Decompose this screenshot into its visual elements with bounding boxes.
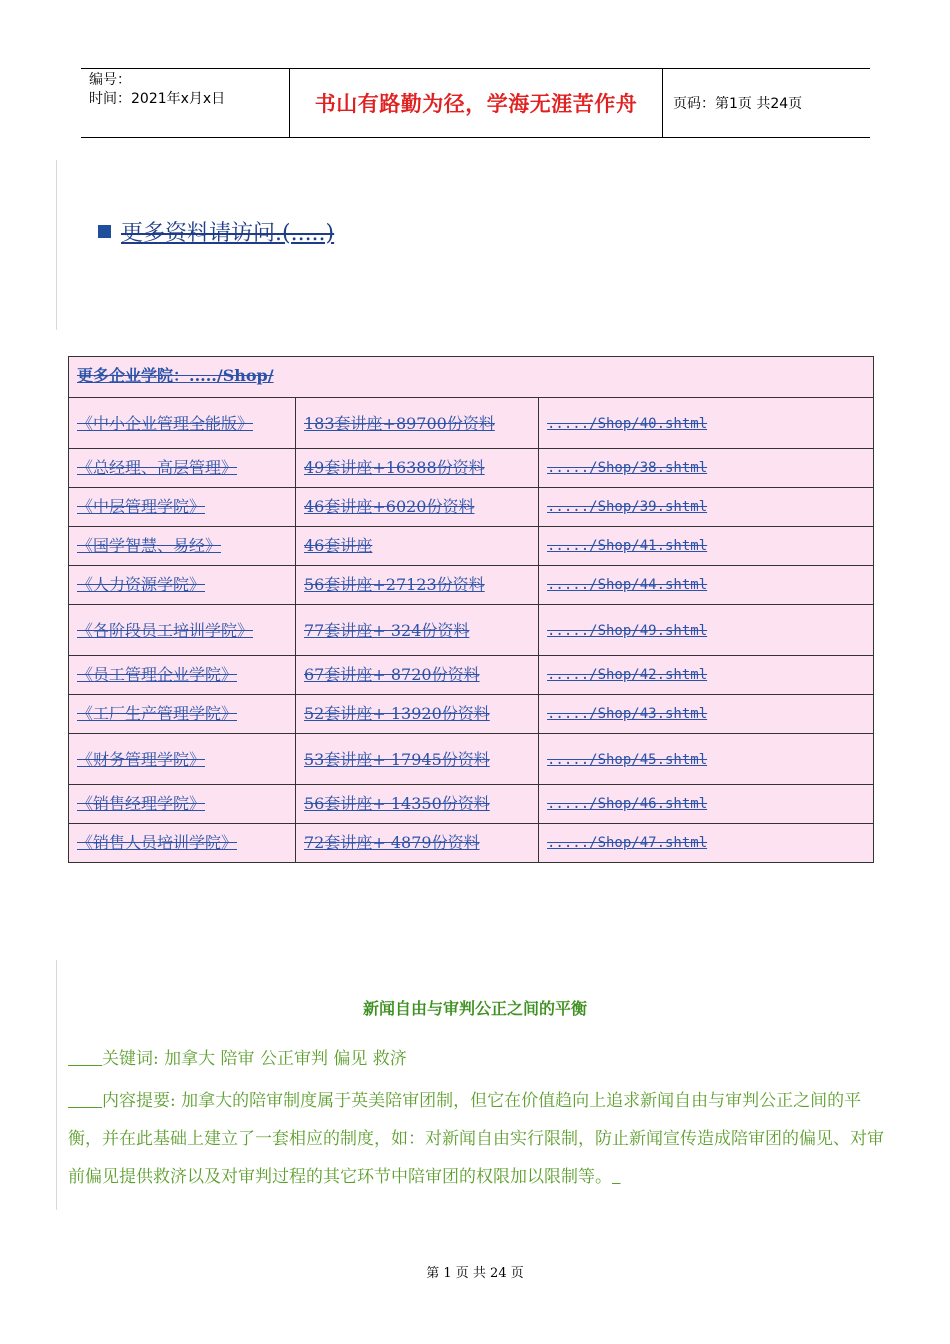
academy-count-link[interactable]: 46套讲座 bbox=[296, 527, 539, 566]
table-row bbox=[69, 605, 874, 656]
academy-url-link[interactable]: ...../Shop/44.shtml bbox=[539, 566, 874, 605]
margin-line bbox=[56, 160, 57, 330]
table-row bbox=[69, 566, 874, 605]
academy-name-link[interactable]: 《国学智慧、易经》 bbox=[69, 527, 296, 566]
page-header bbox=[81, 68, 870, 138]
table-row bbox=[69, 734, 874, 785]
table-row bbox=[69, 449, 874, 488]
academy-url-link[interactable]: ...../Shop/47.shtml bbox=[539, 824, 874, 863]
table-row bbox=[69, 527, 874, 566]
table-row bbox=[69, 785, 874, 824]
page-footer: 第 1 页 共 24 页 bbox=[426, 1266, 524, 1281]
academy-name-link[interactable]: 《中层管理学院》 bbox=[69, 488, 296, 527]
header-motto: 书山有路勤为径，学海无涯苦作舟 bbox=[289, 69, 663, 137]
indent-underline bbox=[68, 1049, 102, 1069]
table-row bbox=[69, 488, 874, 527]
academy-url-link[interactable]: ...../Shop/40.shtml bbox=[539, 398, 874, 449]
table-row bbox=[69, 695, 874, 734]
table-row bbox=[69, 656, 874, 695]
date-label: 时间：2021年x月x日 bbox=[89, 91, 226, 107]
academy-url-link[interactable]: ...../Shop/39.shtml bbox=[539, 488, 874, 527]
more-info-link[interactable]: 更多资料请访问.(.....) bbox=[121, 221, 335, 246]
academy-count-link[interactable]: 67套讲座+ 8720份资料 bbox=[296, 656, 539, 695]
table-row bbox=[69, 824, 874, 863]
academy-url-link[interactable]: ...../Shop/43.shtml bbox=[539, 695, 874, 734]
trailing-underline bbox=[612, 1167, 621, 1187]
serial-label: 编号： bbox=[89, 72, 131, 88]
academy-url-link[interactable]: ...../Shop/49.shtml bbox=[539, 605, 874, 656]
summary-text: 内容提要: 加拿大的陪审制度属于英美陪审团制，但它在价值趋向上追求新闻自由与审判公正之间的平衡，并在此基础上建立了一套相应的制度，如：对新闻自由实行限制，防止新闻宣传造成陪审团的偏见、对审前偏见提供救济以及对审判过程的其它环节中陪审团的权限加以限制等。 bbox=[68, 1091, 884, 1187]
academy-url-link[interactable]: ...../Shop/38.shtml bbox=[539, 449, 874, 488]
academy-name-link[interactable]: 《销售人员培训学院》 bbox=[69, 824, 296, 863]
indent-underline bbox=[68, 1091, 102, 1111]
academy-name-link[interactable]: 《工厂生产管理学院》 bbox=[69, 695, 296, 734]
table-title[interactable]: 更多企业学院：...../Shop/ bbox=[69, 357, 874, 398]
academy-name-link[interactable]: 《财务管理学院》 bbox=[69, 734, 296, 785]
academy-url-link[interactable]: ...../Shop/46.shtml bbox=[539, 785, 874, 824]
academy-count-link[interactable]: 72套讲座+ 4879份资料 bbox=[296, 824, 539, 863]
academy-count-link[interactable]: 52套讲座+ 13920份资料 bbox=[296, 695, 539, 734]
academy-count-link[interactable]: 49套讲座+16388份资料 bbox=[296, 449, 539, 488]
table-title-row bbox=[69, 357, 874, 398]
academy-url-link[interactable]: ...../Shop/42.shtml bbox=[539, 656, 874, 695]
academy-url-link[interactable]: ...../Shop/45.shtml bbox=[539, 734, 874, 785]
keywords-text: 关键词: 加拿大 陪审 公正审判 偏见 救济 bbox=[102, 1049, 407, 1069]
academy-name-link[interactable]: 《中小企业管理全能版》 bbox=[69, 398, 296, 449]
more-info-row bbox=[98, 216, 334, 247]
square-bullet-icon bbox=[98, 225, 111, 238]
academy-name-link[interactable]: 《销售经理学院》 bbox=[69, 785, 296, 824]
academy-name-link[interactable]: 《总经理、高层管理》 bbox=[69, 449, 296, 488]
academy-count-link[interactable]: 183套讲座+89700份资料 bbox=[296, 398, 539, 449]
academy-name-link[interactable]: 《各阶段员工培训学院》 bbox=[69, 605, 296, 656]
academy-name-link[interactable]: 《员工管理企业学院》 bbox=[69, 656, 296, 695]
header-page-info: 页码：第1页 共24页 bbox=[673, 96, 803, 112]
academy-links-table bbox=[68, 356, 874, 863]
header-info-cell bbox=[81, 69, 289, 137]
academy-count-link[interactable]: 77套讲座+ 324份资料 bbox=[296, 605, 539, 656]
academy-name-link[interactable]: 《人力资源学院》 bbox=[69, 566, 296, 605]
academy-count-link[interactable]: 56套讲座+27123份资料 bbox=[296, 566, 539, 605]
academy-url-link[interactable]: ...../Shop/41.shtml bbox=[539, 527, 874, 566]
academy-count-link[interactable]: 46套讲座+6020份资料 bbox=[296, 488, 539, 527]
academy-count-link[interactable]: 56套讲座+ 14350份资料 bbox=[296, 785, 539, 824]
table-row bbox=[69, 398, 874, 449]
article-keywords bbox=[68, 1040, 884, 1078]
academy-count-link[interactable]: 53套讲座+ 17945份资料 bbox=[296, 734, 539, 785]
article-title: 新闻自由与审判公正之间的平衡 bbox=[362, 999, 587, 1018]
article-summary bbox=[68, 1082, 884, 1196]
